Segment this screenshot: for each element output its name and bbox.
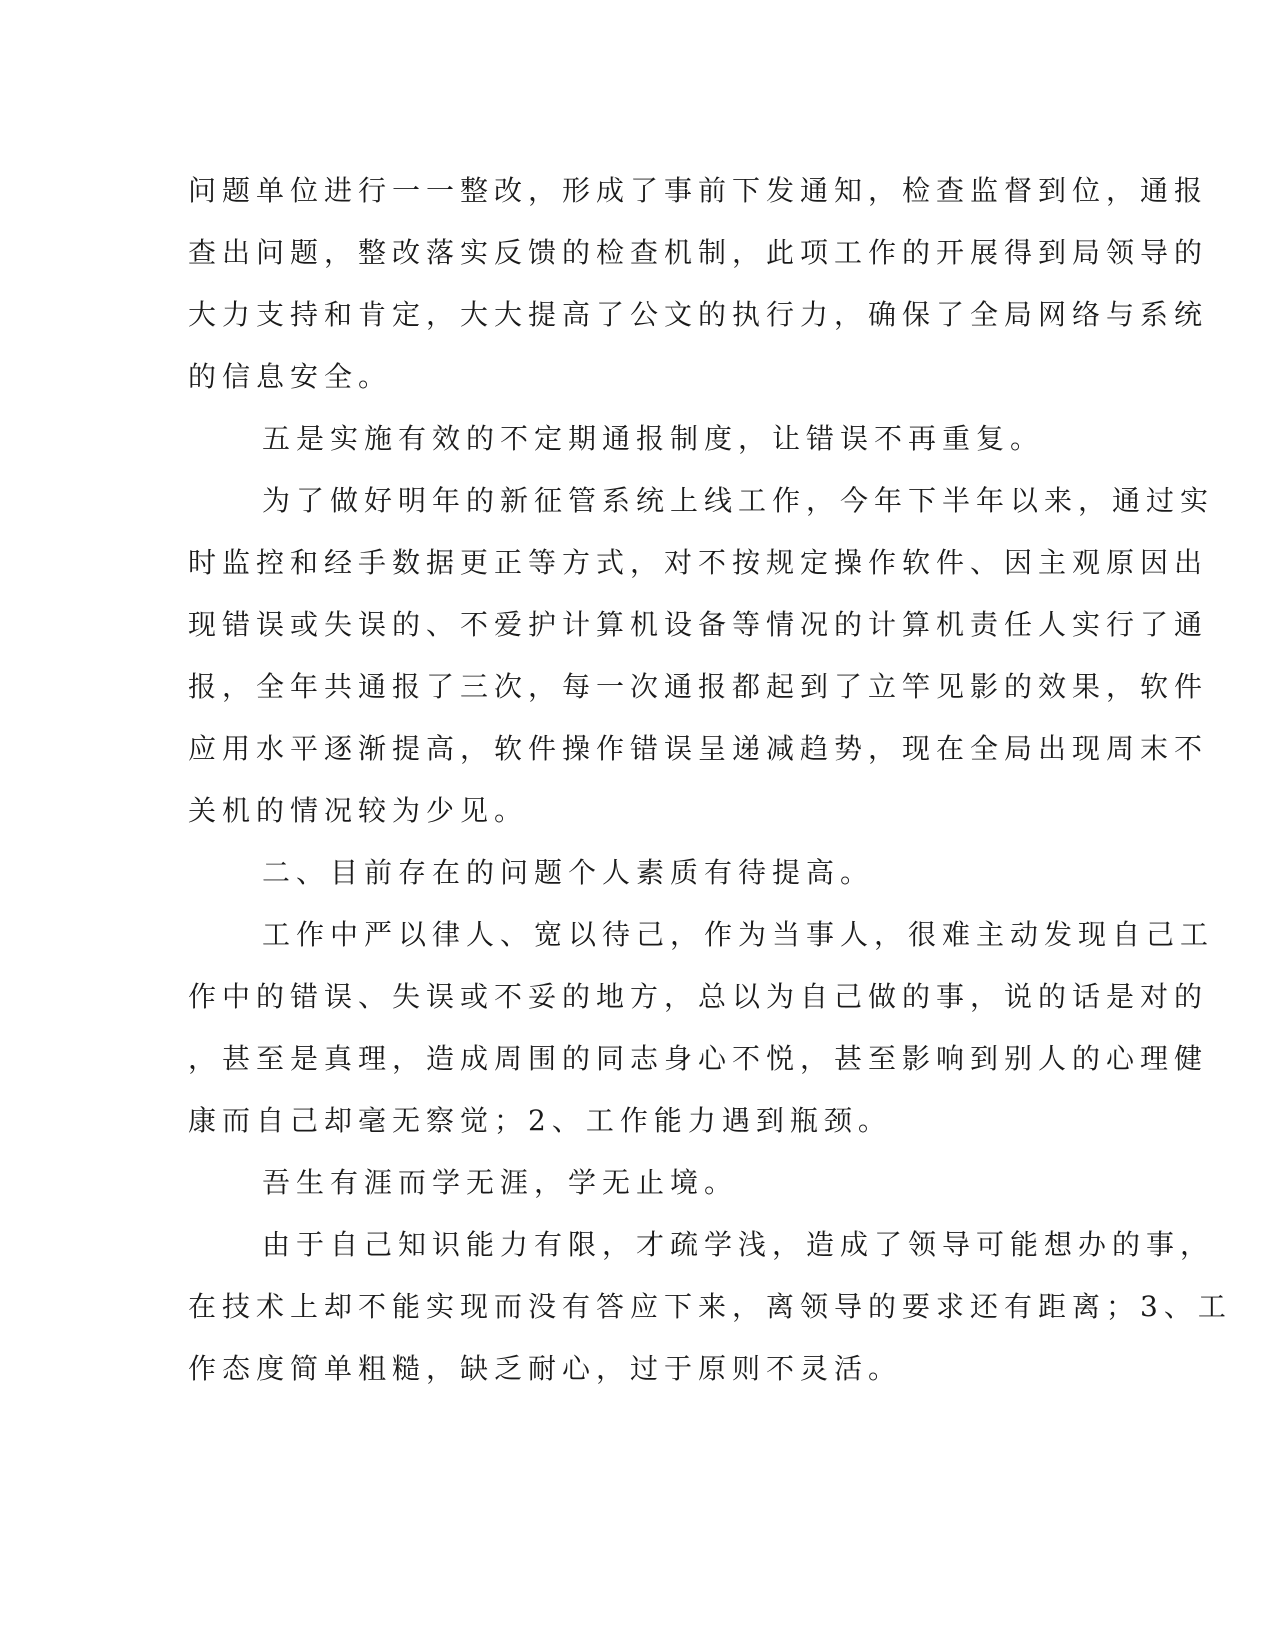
text-line-paragraph-start: 吾生有涯而学无涯，学无止境。 (262, 1166, 739, 1199)
text-line: 在技术上却不能实现而没有答应下来，离领导的要求还有距离；3、工 (188, 1290, 1232, 1323)
text-line: 查出问题，整改落实反馈的检查机制，此项工作的开展得到局领导的 (188, 236, 1209, 269)
text-line: 康而自己却毫无察觉；2、工作能力遇到瓶颈。 (188, 1104, 892, 1137)
section-heading: 二、目前存在的问题个人素质有待提高。 (262, 856, 875, 889)
text-line: 关机的情况较为少见。 (188, 794, 529, 827)
text-line: 作态度简单粗糙，缺乏耐心，过于原则不灵活。 (188, 1352, 903, 1385)
text-line: 时监控和经手数据更正等方式，对不按规定操作软件、因主观原因出 (188, 546, 1209, 579)
text-line: 的信息安全。 (188, 360, 393, 393)
text-line: 应用水平逐渐提高，软件操作错误呈递减趋势，现在全局出现周末不 (188, 732, 1209, 765)
text-line: 问题单位进行一一整改，形成了事前下发通知，检查监督到位，通报 (188, 174, 1209, 207)
text-line: 报，全年共通报了三次，每一次通报都起到了立竿见影的效果，软件 (188, 670, 1209, 703)
text-line-paragraph-start: 五是实施有效的不定期通报制度，让错误不再重复。 (262, 422, 1045, 455)
text-line-paragraph-start: 为了做好明年的新征管系统上线工作，今年下半年以来，通过实 (262, 484, 1215, 517)
text-line-paragraph-start: 工作中严以律人、宽以待己，作为当事人，很难主动发现自己工 (262, 918, 1215, 951)
text-line: ，甚至是真理，造成周围的同志身心不悦，甚至影响到别人的心理健 (188, 1042, 1209, 1075)
text-line: 现错误或失误的、不爱护计算机设备等情况的计算机责任人实行了通 (188, 608, 1209, 641)
text-line: 作中的错误、失误或不妥的地方，总以为自己做的事，说的话是对的 (188, 980, 1209, 1013)
document-body (188, 160, 1232, 1400)
text-line-paragraph-start: 由于自己知识能力有限，才疏学浅，造成了领导可能想办的事， (262, 1228, 1215, 1261)
text-line: 大力支持和肯定，大大提高了公文的执行力，确保了全局网络与系统 (188, 298, 1209, 331)
